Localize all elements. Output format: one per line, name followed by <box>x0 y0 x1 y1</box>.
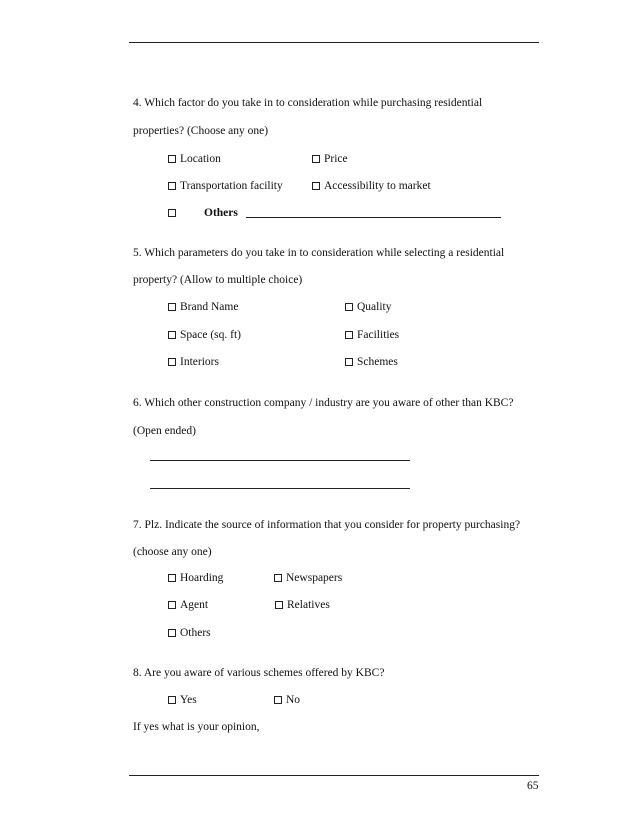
q7-option-agent[interactable]: Agent <box>168 598 208 612</box>
checkbox-icon[interactable] <box>168 601 176 609</box>
q5-option-interiors[interactable]: Interiors <box>168 355 219 369</box>
checkbox-icon[interactable] <box>345 358 353 366</box>
q6-text-line1: 6. Which other construction company / industry are you aware of other than KBC? <box>133 397 514 409</box>
checkbox-icon[interactable] <box>345 303 353 311</box>
checkbox-icon[interactable] <box>168 182 176 190</box>
q8-option-yes[interactable]: Yes <box>168 693 197 707</box>
checkbox-icon[interactable] <box>168 209 176 217</box>
q5-option-quality[interactable]: Quality <box>345 300 392 314</box>
checkbox-icon[interactable] <box>274 574 282 582</box>
q5-text-line1: 5. Which parameters do you take in to consideration while selecting a residential <box>133 247 505 259</box>
q6-answer-blank-2[interactable] <box>150 488 410 489</box>
page-number: 65 <box>527 780 539 792</box>
q5-option-facilities[interactable]: Facilities <box>345 328 399 342</box>
checkbox-icon[interactable] <box>345 331 353 339</box>
q4-option-accessibility[interactable]: Accessibility to market <box>312 179 431 193</box>
q8-followup-text: If yes what is your opinion, <box>133 721 260 733</box>
checkbox-icon[interactable] <box>168 331 176 339</box>
q7-text-line2: (choose any one) <box>133 546 212 558</box>
checkbox-icon[interactable] <box>275 601 283 609</box>
q8-text-line1: 8. Are you aware of various schemes offered by KBC? <box>133 667 385 679</box>
checkbox-icon[interactable] <box>168 358 176 366</box>
q5-text-line2: property? (Allow to multiple choice) <box>133 274 303 286</box>
header-rule <box>129 42 539 43</box>
q4-text-line2: properties? (Choose any one) <box>133 125 269 137</box>
checkbox-icon[interactable] <box>168 303 176 311</box>
footer-rule <box>129 775 539 776</box>
q8-option-no[interactable]: No <box>274 693 300 707</box>
q4-others-label: Others <box>204 207 238 219</box>
q7-option-hoarding[interactable]: Hoarding <box>168 571 223 585</box>
q5-option-space[interactable]: Space (sq. ft) <box>168 328 241 342</box>
checkbox-icon[interactable] <box>274 696 282 704</box>
q7-option-newspapers[interactable]: Newspapers <box>274 571 342 585</box>
checkbox-icon[interactable] <box>312 182 320 190</box>
q4-text-line1: 4. Which factor do you take in to consideration while purchasing residential <box>133 97 483 109</box>
q5-option-schemes[interactable]: Schemes <box>345 355 398 369</box>
q7-option-relatives[interactable]: Relatives <box>275 598 330 612</box>
q4-others-blank[interactable] <box>246 217 501 218</box>
checkbox-icon[interactable] <box>168 155 176 163</box>
q4-option-others[interactable] <box>168 206 180 220</box>
q4-option-location[interactable]: Location <box>168 152 221 166</box>
q6-text-line2: (Open ended) <box>133 425 196 437</box>
checkbox-icon[interactable] <box>312 155 320 163</box>
checkbox-icon[interactable] <box>168 574 176 582</box>
q7-option-others[interactable]: Others <box>168 626 211 640</box>
q4-option-transportation[interactable]: Transportation facility <box>168 179 283 193</box>
checkbox-icon[interactable] <box>168 629 176 637</box>
q5-option-brand-name[interactable]: Brand Name <box>168 300 238 314</box>
checkbox-icon[interactable] <box>168 696 176 704</box>
q6-answer-blank-1[interactable] <box>150 460 410 461</box>
q7-text-line1: 7. Plz. Indicate the source of information that you consider for property purchasing? <box>133 519 521 531</box>
q4-option-price[interactable]: Price <box>312 152 348 166</box>
